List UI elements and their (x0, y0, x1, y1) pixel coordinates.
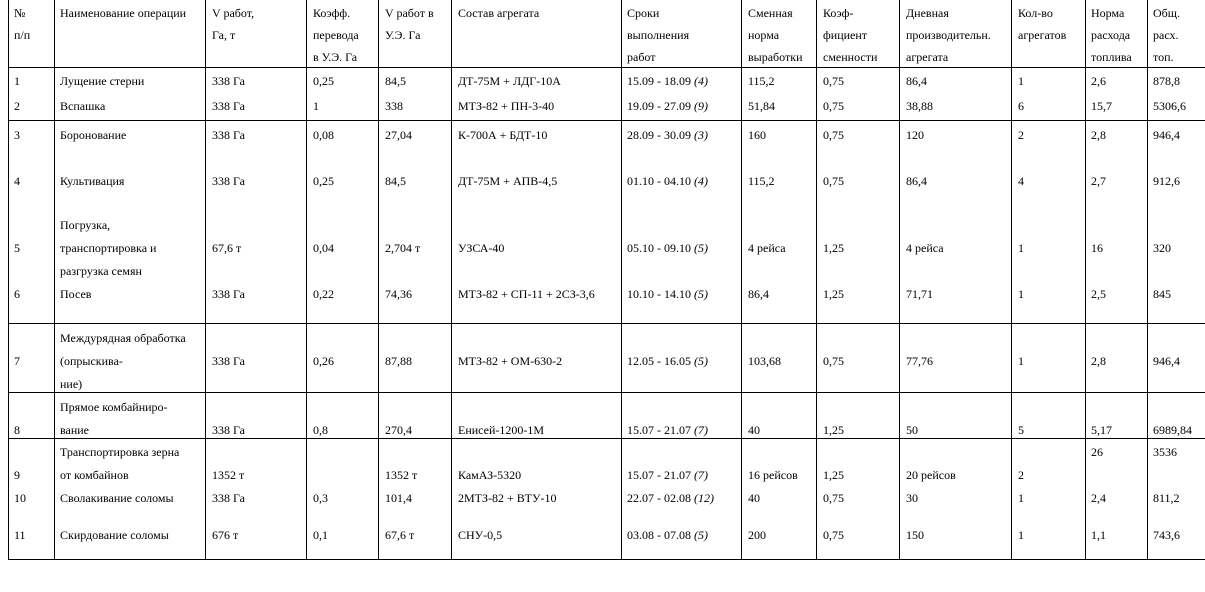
row-6-name-line-1: Посев (60, 287, 92, 301)
row-8-coef: 0,8 (313, 423, 328, 437)
row-1-period-dates: 15.09 - 18.09 (627, 74, 694, 88)
row-11-num: 11 (14, 528, 26, 542)
row-5-fuel-total: 320 (1153, 241, 1171, 255)
row-2-volume: 338 Га (212, 99, 245, 113)
row-5-num: 5 (14, 241, 20, 255)
row-1-fuel-total: 878,8 (1153, 74, 1180, 88)
row-3-shift-norm: 160 (748, 128, 766, 142)
row-10-coef: 0,3 (313, 491, 328, 505)
row-5-volume: 67,6 т (212, 241, 242, 255)
row-4-coef: 0,25 (313, 174, 334, 188)
row-11-shift-norm: 200 (748, 528, 766, 542)
header-shift-norm-line-3: выработки (748, 50, 803, 64)
column-rule-11 (1085, 0, 1086, 560)
row-4-volume_ue: 84,5 (385, 174, 406, 188)
row-1-fuel-norm: 2,6 (1091, 74, 1106, 88)
row-1-daily: 86,4 (906, 74, 927, 88)
row-1-period (627, 70, 708, 92)
row-9-count: 2 (1018, 468, 1024, 482)
column-rule-0 (8, 0, 9, 560)
column-rule-9 (899, 0, 900, 560)
row-8-fuel-norm: 5,17 (1091, 423, 1112, 437)
row-11-period-dates: 03.08 - 07.08 (627, 528, 694, 542)
row-rule-3 (8, 392, 1205, 393)
row-8-num: 8 (14, 423, 20, 437)
row-7-unit: МТЗ-82 + ОМ-630-2 (458, 354, 563, 368)
column-rule-12 (1147, 0, 1148, 560)
row-9-unit: КамАЗ-5320 (458, 468, 522, 482)
row-1-name-line-1: Лущение стерни (60, 74, 145, 88)
row-9-num: 9 (14, 468, 20, 482)
row-1-volume: 338 Га (212, 74, 245, 88)
row-9-period-days: (7) (694, 468, 708, 482)
header-daily-line-2: производительн. (906, 28, 991, 42)
row-rule-2 (8, 323, 1205, 324)
row-6-period (627, 283, 708, 305)
row-3-unit: К-700А + БДТ-10 (458, 128, 548, 142)
row-5-name-line-2: транспортировка и (60, 241, 157, 255)
row-4-count: 4 (1018, 174, 1024, 188)
header-fuel-norm-line-2: расхода (1091, 28, 1131, 42)
row-2-period (627, 95, 708, 117)
row-6-fuel-norm: 2,5 (1091, 287, 1106, 301)
column-rule-3 (306, 0, 307, 560)
row-1-count: 1 (1018, 74, 1024, 88)
header-fuel-total-line-2: расх. (1153, 28, 1179, 42)
row-5-daily: 4 рейса (906, 241, 944, 255)
row-5-name-line-1: Погрузка, (60, 218, 111, 232)
row-4-shift-coef: 0,75 (823, 174, 844, 188)
header-shift-norm-line-2: норма (748, 28, 780, 42)
row-2-period-dates: 19.09 - 27.09 (627, 99, 694, 113)
row-8-shift-norm: 40 (748, 423, 760, 437)
row-9-fuel-total: 3536 (1153, 445, 1177, 459)
header-fuel-norm-line-1: Норма (1091, 6, 1125, 20)
row-2-num: 2 (14, 99, 20, 113)
row-7-fuel-total: 946,4 (1153, 354, 1180, 368)
row-4-fuel-total: 912,6 (1153, 174, 1180, 188)
row-11-volume_ue: 67,6 т (385, 528, 415, 542)
row-10-daily: 30 (906, 491, 918, 505)
column-rule-4 (378, 0, 379, 560)
header-coef-line-2: перевода (313, 28, 359, 42)
row-rule-5 (8, 559, 1205, 560)
row-11-unit: СНУ-0,5 (458, 528, 503, 542)
row-6-shift-coef: 1,25 (823, 287, 844, 301)
row-8-period-days: (7) (694, 423, 708, 437)
header-fuel-total-line-3: топ. (1153, 50, 1174, 64)
row-8-daily: 50 (906, 423, 918, 437)
header-count-line-1: Кол-во (1018, 6, 1053, 20)
header-period-line-1: Сроки (627, 6, 660, 20)
row-7-name-line-3: ние) (60, 377, 83, 391)
row-9-name-line-1: Транспортировка зерна (60, 445, 180, 459)
row-1-period-days: (4) (694, 74, 708, 88)
row-7-name-line-2: (опрыскива- (60, 354, 123, 368)
row-3-name-line-1: Боронование (60, 128, 127, 142)
row-10-name-line-1: Сволакивание соломы (60, 491, 174, 505)
column-rule-7 (741, 0, 742, 560)
header-coef-line-3: в У.Э. Га (313, 50, 358, 64)
row-5-count: 1 (1018, 241, 1024, 255)
row-11-volume: 676 т (212, 528, 239, 542)
row-5-name-line-3: разгрузка семян (60, 264, 142, 278)
header-count-line-2: агрегатов (1018, 28, 1067, 42)
row-7-name-line-1: Междурядная обработка (60, 331, 186, 345)
header-volume-line-2: Га, т (212, 28, 236, 42)
row-10-num: 10 (14, 491, 26, 505)
row-10-shift-coef: 0,75 (823, 491, 844, 505)
header-period-line-2: выполнения (627, 28, 690, 42)
row-8-shift-coef: 1,25 (823, 423, 844, 437)
row-1-num: 1 (14, 74, 20, 88)
row-2-shift-norm: 51,84 (748, 99, 775, 113)
column-rule-5 (451, 0, 452, 560)
row-9-daily: 20 рейсов (906, 468, 956, 482)
row-4-fuel-norm: 2,7 (1091, 174, 1106, 188)
row-6-daily: 71,71 (906, 287, 933, 301)
row-5-coef: 0,04 (313, 241, 334, 255)
row-4-unit: ДТ-75М + АПВ-4,5 (458, 174, 558, 188)
row-6-period-dates: 10.10 - 14.10 (627, 287, 694, 301)
row-10-fuel-norm: 2,4 (1091, 491, 1106, 505)
row-5-period (627, 237, 708, 259)
row-9-shift-norm: 16 рейсов (748, 468, 798, 482)
row-7-shift-norm: 103,68 (748, 354, 781, 368)
row-11-name-line-1: Скирдование соломы (60, 528, 169, 542)
row-6-coef: 0,22 (313, 287, 334, 301)
row-10-volume_ue: 101,4 (385, 491, 412, 505)
row-6-fuel-total: 845 (1153, 287, 1171, 301)
row-5-unit: УЗСА-40 (458, 241, 505, 255)
row-8-volume_ue: 270,4 (385, 423, 412, 437)
row-3-volume_ue: 27,04 (385, 128, 412, 142)
row-7-period (627, 350, 708, 372)
row-6-num: 6 (14, 287, 20, 301)
row-3-fuel-total: 946,4 (1153, 128, 1180, 142)
row-11-count: 1 (1018, 528, 1024, 542)
row-2-shift-coef: 0,75 (823, 99, 844, 113)
row-rule-0 (8, 67, 1205, 68)
row-3-coef: 0,08 (313, 128, 334, 142)
row-11-shift-coef: 0,75 (823, 528, 844, 542)
row-2-unit: МТЗ-82 + ПН-3-40 (458, 99, 555, 113)
row-8-period-dates: 15.07 - 21.07 (627, 423, 694, 437)
header-daily-line-3: агрегата (906, 50, 949, 64)
row-2-coef: 1 (313, 99, 319, 113)
row-10-volume: 338 Га (212, 491, 245, 505)
row-6-volume: 338 Га (212, 287, 245, 301)
header-volume_ue-line-1: V работ в (385, 6, 434, 20)
row-10-period (627, 487, 714, 509)
row-8-period (627, 419, 708, 441)
row-9-period-dates: 15.07 - 21.07 (627, 468, 694, 482)
row-9-fuel-norm: 26 (1091, 445, 1103, 459)
row-2-daily: 38,88 (906, 99, 933, 113)
row-5-volume_ue: 2,704 т (385, 241, 421, 255)
header-shift-coef-line-2: фициент (823, 28, 868, 42)
row-5-period-days: (5) (694, 241, 708, 255)
header-num-line-2: п/п (14, 28, 31, 42)
operations-table (8, 0, 1205, 560)
row-10-shift-norm: 40 (748, 491, 760, 505)
row-7-shift-coef: 0,75 (823, 354, 844, 368)
row-4-period-days: (4) (694, 174, 708, 188)
row-10-period-dates: 22.07 - 02.08 (627, 491, 694, 505)
row-4-period-dates: 01.10 - 04.10 (627, 174, 694, 188)
row-7-fuel-norm: 2,8 (1091, 354, 1106, 368)
row-11-period-days: (5) (694, 528, 708, 542)
row-3-fuel-norm: 2,8 (1091, 128, 1106, 142)
row-2-name-line-1: Вспашка (60, 99, 106, 113)
row-rule-1 (8, 120, 1205, 121)
row-6-unit: МТЗ-82 + СП-11 + 2СЗ-3,6 (458, 287, 595, 301)
row-10-fuel-total: 811,2 (1153, 491, 1180, 505)
row-10-period-days: (12) (694, 491, 714, 505)
row-5-period-dates: 05.10 - 09.10 (627, 241, 694, 255)
row-4-num: 4 (14, 174, 20, 188)
row-7-daily: 77,76 (906, 354, 933, 368)
column-rule-1 (54, 0, 55, 560)
row-3-volume: 338 Га (212, 128, 245, 142)
header-unit-line-1: Состав агрегата (458, 6, 540, 20)
row-rule-4 (8, 438, 1205, 439)
row-11-coef: 0,1 (313, 528, 328, 542)
row-5-shift-norm: 4 рейса (748, 241, 786, 255)
row-11-daily: 150 (906, 528, 924, 542)
row-9-shift-coef: 1,25 (823, 468, 844, 482)
row-7-count: 1 (1018, 354, 1024, 368)
row-9-name-line-2: от комбайнов (60, 468, 129, 482)
row-8-name-line-1: Прямое комбайниро- (60, 400, 168, 414)
column-rule-8 (816, 0, 817, 560)
row-3-num: 3 (14, 128, 20, 142)
row-2-fuel-norm: 15,7 (1091, 99, 1112, 113)
row-8-count: 5 (1018, 423, 1024, 437)
row-8-unit: Енисей-1200-1М (458, 423, 545, 437)
row-1-shift-norm: 115,2 (748, 74, 775, 88)
header-num-line-1: № (14, 6, 26, 20)
row-8-volume: 338 Га (212, 423, 245, 437)
row-7-num: 7 (14, 354, 20, 368)
row-11-fuel-norm: 1,1 (1091, 528, 1106, 542)
row-3-period (627, 124, 708, 146)
row-11-period (627, 524, 708, 546)
row-8-fuel-total: 6989,84 (1153, 423, 1192, 437)
header-period-line-3: работ (627, 50, 656, 64)
header-volume-line-1: V работ, (212, 6, 255, 20)
row-3-count: 2 (1018, 128, 1024, 142)
header-fuel-total-line-1: Общ. (1153, 6, 1181, 20)
row-6-shift-norm: 86,4 (748, 287, 769, 301)
row-3-daily: 120 (906, 128, 924, 142)
row-10-unit: 2МТЗ-82 + ВТУ-10 (458, 491, 557, 505)
row-7-period-days: (5) (694, 354, 708, 368)
row-7-coef: 0,26 (313, 354, 334, 368)
row-1-shift-coef: 0,75 (823, 74, 844, 88)
row-3-shift-coef: 0,75 (823, 128, 844, 142)
column-rule-2 (205, 0, 206, 560)
header-name-line-1: Наименование операции (60, 6, 187, 20)
header-coef-line-1: Коэфф. (313, 6, 351, 20)
row-7-volume_ue: 87,88 (385, 354, 412, 368)
row-2-volume_ue: 338 (385, 99, 403, 113)
column-rule-6 (621, 0, 622, 560)
row-1-unit: ДТ-75М + ЛДГ-10А (458, 74, 561, 88)
row-3-period-dates: 28.09 - 30.09 (627, 128, 694, 142)
row-6-count: 1 (1018, 287, 1024, 301)
row-4-volume: 338 Га (212, 174, 245, 188)
row-9-volume: 1352 т (212, 468, 245, 482)
row-1-coef: 0,25 (313, 74, 334, 88)
row-6-period-days: (5) (694, 287, 708, 301)
row-5-fuel-norm: 16 (1091, 241, 1103, 255)
header-shift-coef-line-3: сменности (823, 50, 878, 64)
row-1-volume_ue: 84,5 (385, 74, 406, 88)
row-8-name-line-2: вание (60, 423, 90, 437)
row-4-shift-norm: 115,2 (748, 174, 775, 188)
row-9-volume_ue: 1352 т (385, 468, 418, 482)
header-fuel-norm-line-3: топлива (1091, 50, 1132, 64)
row-2-count: 6 (1018, 99, 1024, 113)
row-4-daily: 86,4 (906, 174, 927, 188)
row-5-shift-coef: 1,25 (823, 241, 844, 255)
row-4-name-line-1: Культивация (60, 174, 125, 188)
row-6-volume_ue: 74,36 (385, 287, 412, 301)
row-2-period-days: (9) (694, 99, 708, 113)
row-4-period (627, 170, 708, 192)
row-7-period-dates: 12.05 - 16.05 (627, 354, 694, 368)
header-volume_ue-line-2: У.Э. Га (385, 28, 421, 42)
row-11-fuel-total: 743,6 (1153, 528, 1180, 542)
header-daily-line-1: Дневная (906, 6, 949, 20)
header-shift-coef-line-1: Коэф- (823, 6, 854, 20)
row-7-volume: 338 Га (212, 354, 245, 368)
row-10-count: 1 (1018, 491, 1024, 505)
header-shift-norm-line-1: Сменная (748, 6, 793, 20)
row-2-fuel-total: 5306,6 (1153, 99, 1186, 113)
column-rule-10 (1011, 0, 1012, 560)
row-9-period (627, 464, 708, 486)
row-3-period-days: (3) (694, 128, 708, 142)
